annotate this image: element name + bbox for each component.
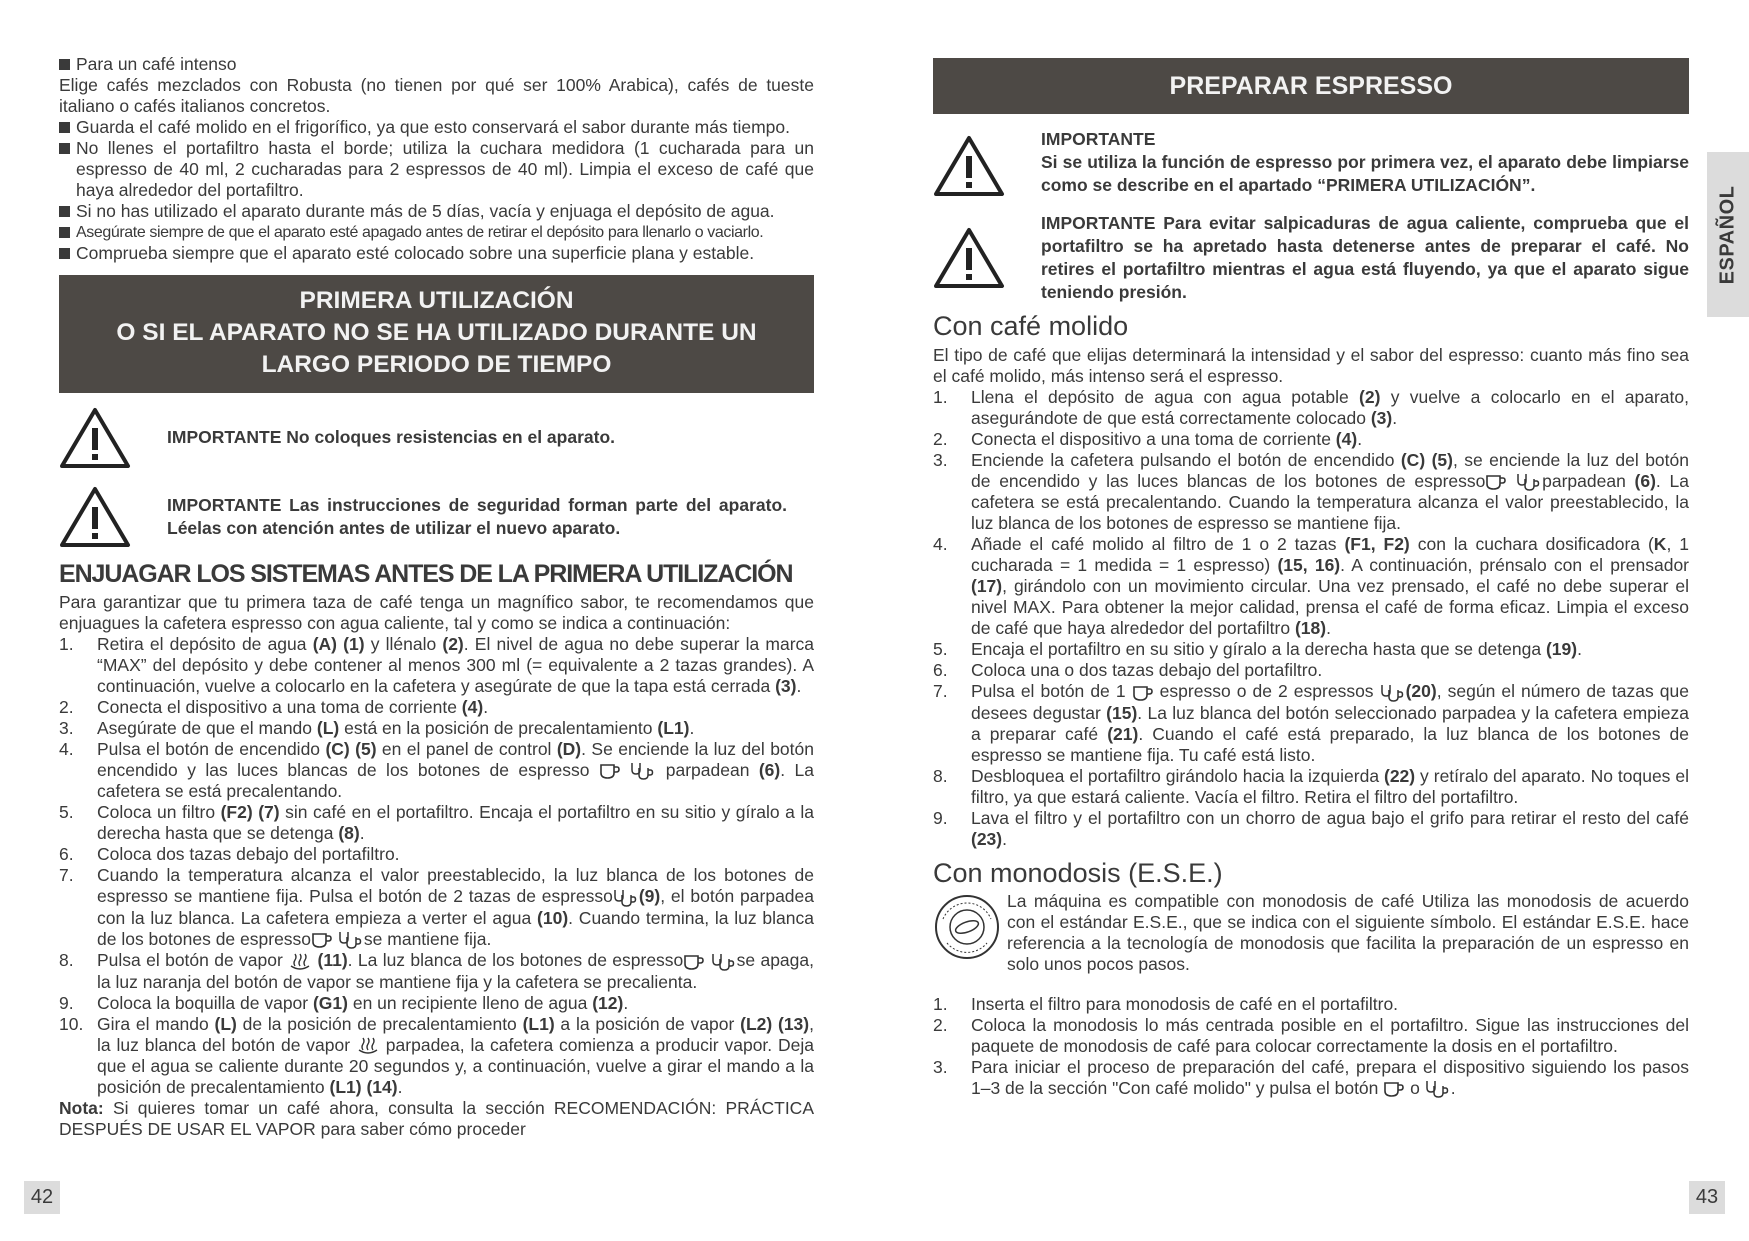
two-cups-icon: [630, 761, 656, 781]
step-number: 1.: [933, 993, 948, 1014]
step-number: 2.: [933, 1014, 948, 1035]
first-use-banner: [59, 275, 814, 393]
list-item: [59, 739, 814, 802]
step-text: Retira el depósito de agua (A) (1) y llénalo (2). El nivel de agua no debe superar la marca “MAX” del depósito y debe contener al menos 300 ml (= equivalente a 2 tazas grandes). A continuación, vuelve a colocarlo en la cafetera y asegúrate de que la tapa está cerrada (3).: [97, 634, 815, 696]
bullet-text: Comprueba siempre que el aparato esté colocado sobre una superficie plana y estable.: [76, 243, 755, 263]
step-number: 3.: [933, 1056, 948, 1077]
one-cup-icon: [1383, 1080, 1405, 1098]
two-cups-icon: [613, 888, 639, 908]
list-item: [59, 1014, 814, 1098]
bullet-text: Asegúrate siempre de que el aparato esté apagado antes de retirar el depósito para llenarlo o vaciarlo.: [76, 224, 764, 241]
step-text: Para iniciar el proceso de preparación del café, prepara el dispositivo siguiendo los pasos 1–3 de la sección "Con café molido" y pulsa el botón o .: [971, 1056, 1689, 1098]
step-text: Pulsa el botón de vapor (11). La luz blanca de los botones de espresso se apaga, la luz naranja del botón de vapor se mantiene fija y la cafetera se precalienta.: [97, 950, 814, 992]
list-item: [59, 950, 814, 992]
warning-text: IMPORTANTE Si se utiliza la función de espresso por primera vez, el aparato debe limpiarse como se describe en el apartado “PRIMERA UTILIZACIÓN”.: [1041, 129, 1689, 195]
step-number: 5.: [933, 639, 948, 660]
step-number: 6.: [933, 660, 948, 681]
section-title: ENJUAGAR LOS SISTEMAS ANTES DE LA PRIMERA UTILIZACIÓN: [59, 560, 793, 588]
step-text: Coloca un filtro (F2) (7) sin café en el portafiltro. Encaja el portafiltro en su sitio y gíralo a la derecha hasta que se detenga (8).: [97, 802, 814, 844]
step-text: Pulsa el botón de encendido (C) (5) en el panel de control (D). Se enciende la luz del botón encendido y las luces blancas de los botones de espresso parpadean (6). La cafetera se está precalentando.: [97, 739, 814, 802]
list-item: [59, 993, 814, 1014]
warning-block: [933, 210, 1689, 306]
list-item: [933, 808, 1689, 850]
prepare-espresso-banner: PREPARAR ESPRESSO: [933, 58, 1689, 114]
ese-intro: La máquina es compatible con monodosis de café Utiliza las monodosis de acuerdo con el estándar E.S.E., que se indica con el siguiente símbolo. El estándar E.S.E. hace referencia a la tecnología de monodosis que facilita la preparación de un espresso en solo unos pocos pasos.: [1007, 890, 1689, 974]
step-number: 7.: [933, 681, 948, 702]
list-item: [933, 534, 1689, 639]
two-cups-icon: [1380, 683, 1406, 703]
ese-intro-block: [933, 891, 1689, 975]
step-text: Llena el depósito de agua con agua potable (2) y vuelve a colocarlo en el aparato, asegurándote de que está correctamente colocado (3).: [971, 387, 1689, 428]
page-number: 42: [24, 1181, 60, 1214]
banner-line: LARGO PERIODO DE TIEMPO: [261, 351, 612, 378]
step-number: 8.: [59, 950, 74, 971]
list-item: [933, 681, 1689, 765]
warning-triangle-icon: [59, 406, 131, 470]
step-number: 2.: [59, 697, 74, 717]
one-cup-icon: [1485, 473, 1507, 491]
steam-icon: [356, 1036, 380, 1056]
step-text: Inserta el filtro para monodosis de café en el portafiltro.: [971, 993, 1399, 1014]
step-text: Coloca dos tazas debajo del portafiltro.: [97, 844, 400, 865]
two-cups-icon: [1516, 472, 1542, 492]
step-text: Añade el café molido al filtro de 1 o 2 tazas (F1, F2) con la cuchara dosificadora (K, 1 cucharada = 1 medida = 1 espresso) (15, 16). A continuación, prénsalo con el prensador (17), girándolo con un movimiento circular. Una vez prensado, el café no debe superar el nivel MAX. Para obtener la mejor calidad, prensa el café de forma eficaz. Limpia el exceso de café que haya alrededor del portafiltro (18).: [971, 534, 1690, 639]
page-number: 43: [1689, 1181, 1725, 1214]
section-intro: Para garantizar que tu primera taza de café tenga un magnífico sabor, te recomendamos que enjuagues la cafetera espresso con agua caliente, tal y como se indica a continuación:: [59, 592, 814, 633]
bullet-item: [59, 117, 814, 138]
step-number: 2.: [933, 429, 948, 449]
list-item: [933, 1057, 1689, 1099]
step-text: Gira el mando (L) de la posición de precalentamiento (L1) a la posición de vapor (L2) (13), la luz blanca del botón de vapor parpadea, la cafetera comienza a producir vapor. Deja que el agua se caliente durante 20 segundos y, a continuación, vuelve a girar el mando a la posición de precalentamiento (L1) (14).: [97, 1013, 814, 1097]
tips-bullet-list: [59, 117, 814, 264]
two-cups-icon: [338, 930, 364, 950]
warning-triangle-icon: [933, 134, 1005, 198]
warning-block: [933, 128, 1689, 198]
step-number: 3.: [933, 450, 948, 470]
step-text: Asegúrate de que el mando (L) está en la posición de precalentamiento (L1).: [97, 718, 695, 738]
step-text: Cuando la temperatura alcanza el valor preestablecido, la luz blanca de los botones de espresso se mantiene fija. Pulsa el botón de 2 tazas de espresso (9), el botón parpadea con la luz blanca. La cafetera empieza a verter el agua (10). Cuando termina, la luz blanca de los botones de espresso se mantiene fija.: [97, 865, 814, 949]
step-number: 1.: [59, 634, 74, 654]
bullet-text: Guarda el café molido en el frigorífico, ya que esto conservará el sabor durante más tiempo.: [76, 117, 790, 137]
list-item: [933, 429, 1689, 450]
rinse-steps-list: [59, 634, 814, 1098]
bullet-item: [59, 222, 814, 243]
bullet-square-icon: [59, 59, 70, 70]
list-item: [933, 766, 1689, 808]
step-number: 3.: [59, 718, 74, 738]
list-item: [933, 450, 1689, 534]
list-item: [59, 634, 814, 697]
step-number: 1.: [933, 387, 948, 407]
step-number: 10.: [59, 1013, 84, 1034]
step-text: Enciende la cafetera pulsando el botón de encendido (C) (5), se enciende la luz del botón de encendido y las luces blancas de los botones de espresso parpadean (6). La cafetera se está precalentando. Cuando la temperatura alcanza el valor preestablecido, la luz blanca de los botones de espresso se mantiene fija.: [971, 450, 1689, 534]
ground-coffee-title: Con café molido: [933, 311, 1129, 341]
step-text: Conecta el dispositivo a una toma de corriente (4).: [97, 697, 489, 717]
list-item: [933, 387, 1689, 429]
list-item: [59, 844, 814, 865]
bullet-square-icon: [59, 143, 70, 154]
banner-line: PRIMERA UTILIZACIÓN: [299, 287, 574, 314]
warning-block: [59, 484, 814, 550]
list-item: [933, 1015, 1689, 1057]
banner-line: O SI EL APARATO NO SE HA UTILIZADO DURANTE UN: [116, 319, 757, 346]
step-text: Coloca la monodosis lo más centrada posible en el portafiltro. Sigue las instrucciones del paquete de monodosis de café para colocar correctamente la dosis en el portafiltro.: [971, 1014, 1689, 1056]
list-item: [933, 994, 1689, 1015]
list-item: [59, 718, 814, 739]
step-text: Desbloquea el portafiltro girándolo hacia la izquierda (22) y retíralo del aparato. No toques el filtro, ya que estará caliente. Vacía el filtro. Retira el filtro del portafiltro.: [971, 765, 1689, 807]
step-number: 5.: [59, 802, 74, 823]
list-item: [933, 660, 1689, 681]
one-cup-icon: [311, 931, 333, 949]
ese-title: Con monodosis (E.S.E.): [933, 857, 1223, 888]
step-text: Lava el filtro y el portafiltro con un chorro de agua bajo el grifo para retirar el resto del café (23).: [971, 807, 1689, 849]
list-item: [933, 639, 1689, 660]
ground-coffee-intro: El tipo de café que elijas determinará la intensidad y el sabor del espresso: cuanto más fino sea el café molido, más intenso será el espresso.: [933, 345, 1689, 386]
intro-heading: Para un café intenso: [59, 54, 814, 75]
list-item: [59, 697, 814, 718]
language-tab: ESPAÑOL: [1707, 152, 1749, 317]
one-cup-icon: [1132, 684, 1154, 702]
two-cups-icon: [1425, 1079, 1451, 1099]
step-number: 6.: [59, 844, 74, 865]
bullet-item: [59, 243, 814, 264]
warning-triangle-icon: [933, 226, 1005, 290]
ese-logo-icon: [933, 893, 1001, 961]
two-cups-icon: [711, 952, 737, 972]
ese-steps: [933, 994, 1689, 1099]
warning-block: [59, 405, 814, 470]
list-item: [59, 865, 814, 950]
step-number: 9.: [59, 992, 74, 1013]
warning-triangle-icon: [59, 485, 131, 549]
bullet-square-icon: [59, 227, 70, 238]
bullet-square-icon: [59, 122, 70, 133]
one-cup-icon: [683, 953, 705, 971]
intro-text: Elige cafés mezclados con Robusta (no tienen por qué ser 100% Arabica), cafés de tueste italiano o cafés italianos concretos.: [59, 75, 814, 116]
bullet-item: [59, 138, 814, 201]
step-text: Coloca una o dos tazas debajo del portafiltro.: [971, 660, 1323, 681]
step-text: Pulsa el botón de 1 espresso o de 2 espressos (20), según el número de tazas que desees degustar (15). La luz blanca del botón seleccionado parpadea y la cafetera empieza a preparar café (21). Cuando el café está preparado, la luz blanca de los botones de espresso se mantiene fija. Tu café está listo.: [971, 681, 1689, 765]
bullet-text: Si no has utilizado el aparato durante más de 5 días, vacía y enjuaga el depósito de agua.: [76, 201, 775, 221]
step-number: 9.: [933, 807, 948, 828]
ground-coffee-steps: [933, 387, 1689, 850]
bullet-text: No llenes el portafiltro hasta el borde; utiliza la cuchara medidora (1 cucharada para un espresso de 40 ml, 2 cucharadas para 2 espressos de 40 ml). Limpia el exceso de café que haya alrededor del portafiltro.: [76, 138, 814, 200]
one-cup-icon: [599, 762, 621, 780]
step-text: Encaja el portafiltro en su sitio y gíralo a la derecha hasta que se detenga (19).: [971, 639, 1582, 660]
bullet-item: [59, 201, 814, 222]
warning-text: IMPORTANTE No coloques resistencias en el aparato.: [167, 427, 615, 447]
steam-icon: [288, 952, 312, 972]
step-text: Coloca la boquilla de vapor (G1) en un recipiente lleno de agua (12).: [97, 992, 629, 1013]
note: Nota: Si quieres tomar un café ahora, consulta la sección RECOMENDACIÓN: PRÁCTICA DESPUÉS DE USAR EL VAPOR para saber cómo proceder: [59, 1097, 814, 1139]
list-item: [59, 802, 814, 844]
step-number: 4.: [933, 534, 948, 555]
bullet-square-icon: [59, 248, 70, 259]
step-number: 7.: [59, 865, 74, 886]
step-number: 8.: [933, 765, 948, 786]
warning-text: IMPORTANTE Para evitar salpicaduras de agua caliente, comprueba que el portafiltro se ha apretado hasta detenerse antes de preparar el café. No retires el portafiltro mientras el agua está fluyendo, ya que el aparato sigue teniendo presión.: [1041, 213, 1689, 302]
bullet-square-icon: [59, 206, 70, 217]
step-text: Conecta el dispositivo a una toma de corriente (4).: [971, 429, 1363, 449]
step-number: 4.: [59, 739, 74, 759]
warning-text: IMPORTANTE Las instrucciones de seguridad forman parte del aparato. Léelas con atención antes de utilizar el nuevo aparato.: [167, 495, 787, 538]
